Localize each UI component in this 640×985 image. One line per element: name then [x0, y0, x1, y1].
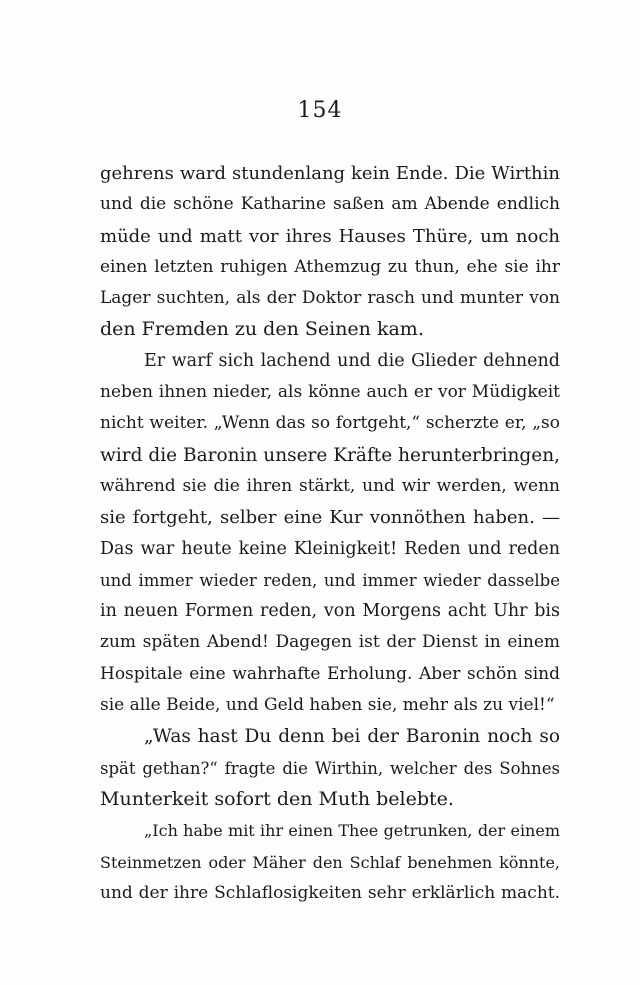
text-line: neben ihnen nieder, als könne auch er vor Müdigkeit	[100, 382, 560, 403]
page-number: 154	[297, 98, 343, 123]
text-line: spät gethan?“ fragte die Wirthin, welcher des Sohnes	[100, 758, 560, 778]
text-line: nicht weiter. „Wenn das so fortgeht,“ scherzte er, „so	[100, 413, 560, 434]
text-line: und der ihre Schlaflosigkeiten sehr erklärlich macht.	[100, 882, 560, 903]
text-line: Munterkeit sofort den Muth belebte.	[100, 787, 454, 810]
text-line: Das war heute keine Kleinigkeit! Reden und reden	[100, 538, 560, 559]
text-line: Steinmetzen oder Mäher den Schlaf benehmen könnte,	[100, 852, 560, 872]
text-line: „Was hast Du denn bei der Baronin noch so	[144, 726, 560, 748]
text-line: sie fortgeht, selber eine Kur vonnöthen haben. —	[100, 507, 560, 529]
text-line: müde und matt vor ihres Hauses Thüre, um noch	[100, 225, 560, 247]
text-line: zum späten Abend! Dagegen ist der Dienst in einem	[100, 632, 560, 653]
text-line: „Ich habe mit ihr einen Thee getrunken, der einem	[144, 821, 560, 841]
text-line: sie alle Beide, und Geld haben sie, mehr als zu viel!“	[100, 695, 555, 716]
text-line: in neuen Formen reden, von Morgens acht Uhr bis	[100, 601, 560, 622]
text-line: während sie die ihren stärkt, und wir werden, wenn	[100, 475, 560, 496]
text-line: wird die Baronin unsere Kräfte herunterbringen,	[100, 444, 560, 466]
text-line: und immer wieder reden, und immer wieder dasselbe	[100, 570, 560, 590]
text-line: Lager suchten, als der Doktor rasch und munter von	[100, 288, 560, 309]
text-line: einen letzten ruhigen Athemzug zu thun, ehe sie ihr	[100, 256, 560, 277]
text-line: und die schöne Katharine saßen am Abende endlich	[100, 194, 560, 215]
text-line: Er warf sich lachend und die Glieder dehnend	[144, 350, 560, 371]
body-text	[100, 158, 560, 909]
text-line: den Fremden zu den Seinen kam.	[100, 318, 424, 341]
text-line: Hospitale eine wahrhafte Erholung. Aber schön sind	[100, 663, 560, 684]
text-line: gehrens ward stundenlang kein Ende. Die Wirthin	[100, 163, 560, 184]
